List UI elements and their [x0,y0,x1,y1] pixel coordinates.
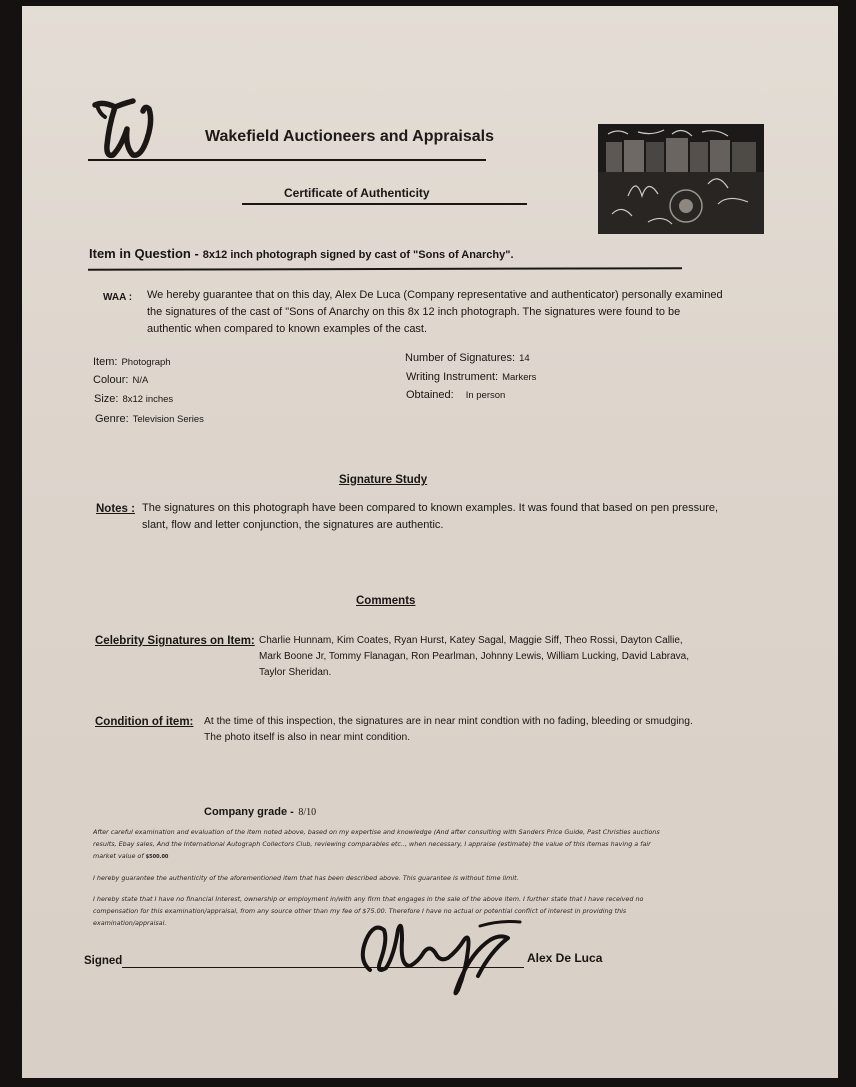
signed-label: Signed [84,955,123,967]
company-grade [204,802,316,820]
guarantee-text: We hereby guarantee that on this day, Alex De Luca (Company representative and authenticator) personally examined the signatures of the cast of "Sons of Anarchy on this 8x 12 inch photograph. The signatures were found to be authentic when compared to known examples of the cast. [147,289,723,335]
detail-obtained: Obtained: In person [406,389,506,401]
condition-label: Condition of item: [95,716,194,728]
handwritten-signature-icon [340,900,540,1000]
photo-collage-icon [598,124,764,234]
disclosure-statement: I hereby state that I have no financial Interest, ownership or employment in/with any firm that engages in the sale of the above item. I further state that I have received no compensation for this examination/appraisal, from any source other than my fee of $75.00. Therefore I have no actual or potential conflict of interest in providing this examination/appraisal. [93,895,644,927]
waa-label: WAA : [103,292,133,303]
detail-item: Item: Photograph [93,356,171,368]
condition-text: At the time of this inspection, the signatures are in near mint condtion with no fading, bleeding or smudging. The photo itself is also in near mint condition. [204,716,693,743]
signed-photo-thumbnail [598,124,764,234]
notes-label: Notes : [96,503,135,515]
appraisal-statement: After careful examination and evaluation of the item noted above, based on my expertise and knowledge (And after consulting with Sanders Price Guide, Past Christies auctions results, Ebay sales, And the International Autograph Collectors Club, reviewing comparables etc.., when necessary, I appraise (estimate) the value of this itemas having a fair market value of $500.00 [93,828,660,860]
signature-study-title: Signature Study [339,474,428,486]
wakefield-logo-icon [85,95,175,165]
detail-colour: Colour: N/A [93,374,149,386]
detail-number-of-signatures: Number of Signatures: 14 [405,352,530,364]
certificate-title: Certificate of Authenticity [284,186,430,200]
item-in-question [89,245,514,263]
detail-writing-instrument: Writing Instrument: Markers [406,371,537,383]
comments-title: Comments [356,595,416,607]
guarantee-statement: I hereby guarantee the authenticity of the aforementioned item that has been described above. This guarantee is without time limit. [93,874,519,882]
header-divider [88,159,486,161]
appraisal-value: $500.00 [145,854,169,860]
notes-text: The signatures on this photograph have been compared to known examples. It was found that based on pen pressure, slant, flow and letter conjunction, the signatures are authentic. [142,502,719,531]
company-grade-value: 8/10 [298,807,317,818]
item-in-question-value: 8x12 inch photograph signed by cast of "Sons of Anarchy". [202,249,514,261]
title-divider [242,203,527,205]
celebrity-signatures-label: Celebrity Signatures on Item: [95,635,255,647]
detail-genre: Genre: Television Series [95,413,204,425]
item-in-question-label: Item in Question - [89,246,199,261]
signer-name: Alex De Luca [527,951,603,965]
detail-size: Size: 8x12 inches [94,393,174,405]
company-name: Wakefield Auctioneers and Appraisals [205,128,494,145]
company-grade-label: Company grade - [204,806,294,818]
celebrity-signatures-text: Charlie Hunnam, Kim Coates, Ryan Hurst, Katey Sagal, Maggie Siff, Theo Rossi, Dayton Callie, Mark Boone Jr, Tommy Flanagan, Ron Pearlman, Johnny Lewis, William Lucking, David Labrava, Taylor Sheridan. [259,635,690,678]
